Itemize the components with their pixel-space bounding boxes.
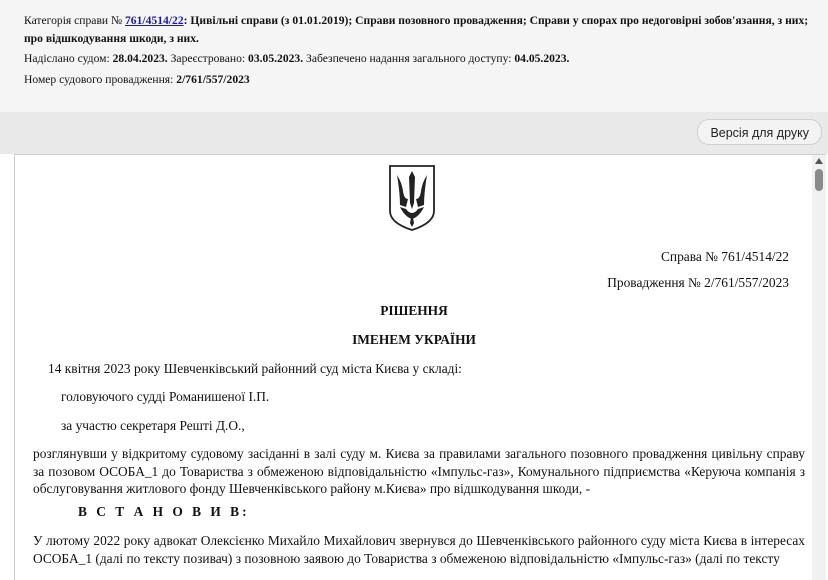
- case-number-link[interactable]: 761/4514/22: [125, 14, 184, 27]
- considered-paragraph: розглянувши у відкритому судовому засіданні в залі суду м. Києва за правилами загального позовного провадження цивільну справу за позовом ОСОБА_1 до Товариства з обмеженою відповідальністю «Імпульс-газ», Комунального підприємства «Керуюча компанія з обслуговування житлового фонду Шевченківського району м.Києва» про відшкодування шкоди, -: [33, 446, 805, 496]
- scroll-up-arrow-icon[interactable]: [815, 158, 823, 164]
- document-frame: [14, 154, 826, 580]
- document-subtitle: ІМЕНЕМ УКРАЇНИ: [352, 332, 476, 347]
- judge-text: головуючого судді Романишеної І.П.: [61, 389, 270, 404]
- sent-date: 28.04.2023.: [112, 52, 168, 65]
- intro-text: 14 квітня 2023 року Шевченківський районний суд міста Києва у складі:: [48, 361, 462, 376]
- document-body: [15, 155, 813, 580]
- access-date: 04.05.2023.: [514, 52, 570, 65]
- secretary-text: за участю секретаря Рештi Д.О.,: [61, 418, 245, 433]
- access-label: Забезпечено надання загального доступу:: [306, 52, 512, 65]
- proceeding-row: [24, 69, 828, 90]
- toolbar: [0, 112, 828, 154]
- established-heading: В С Т А Н О В И В:: [78, 504, 250, 519]
- case-category-row: Категорія справи № 761/4514/22: Цивільні справи (з 01.01.2019); Справи позовного провадження; Справи у спорах про недоговірні зобов'язання, з них; про відшкодування шкоди, з них.: [24, 14, 809, 45]
- scroll-thumb[interactable]: [815, 169, 823, 191]
- case-info-header: [0, 0, 828, 112]
- category-label: Категорія справи №: [24, 14, 123, 27]
- proceeding-value: 2/761/557/2023: [176, 73, 250, 86]
- print-version-button[interactable]: Версія для друку: [697, 119, 822, 145]
- case-number: Справа № 761/4514/22: [661, 249, 789, 264]
- body-paragraph: У лютому 2022 року адвокат Олексієнко Михайло Михайлович звернувся до Шевченківського районного суду міста Києва в інтересах ОСОБА_1 (далі по тексту позивач) з позовною заявою до Товариства з обмеженою відповідальністю «Імпульс-газ» (далі по тексту: [33, 533, 805, 566]
- coat-of-arms-of-ukraine-icon: [387, 163, 437, 233]
- document-scrollbar[interactable]: [812, 155, 826, 580]
- proceeding-number: Провадження № 2/761/557/2023: [607, 275, 789, 290]
- proceeding-label: Номер судового провадження:: [24, 73, 174, 86]
- sent-label: Надіслано судом:: [24, 52, 110, 65]
- registered-date: 03.05.2023.: [248, 52, 304, 65]
- category-value: Цивільні справи (з 01.01.2019); Справи позовного провадження; Справи у спорах про недоговірні зобов'язання, з них; про відшкодування шкоди, з них.: [24, 14, 809, 45]
- dates-row: [24, 48, 828, 69]
- document-title: РІШЕННЯ: [380, 303, 448, 318]
- registered-label: Зареєстровано:: [170, 52, 246, 65]
